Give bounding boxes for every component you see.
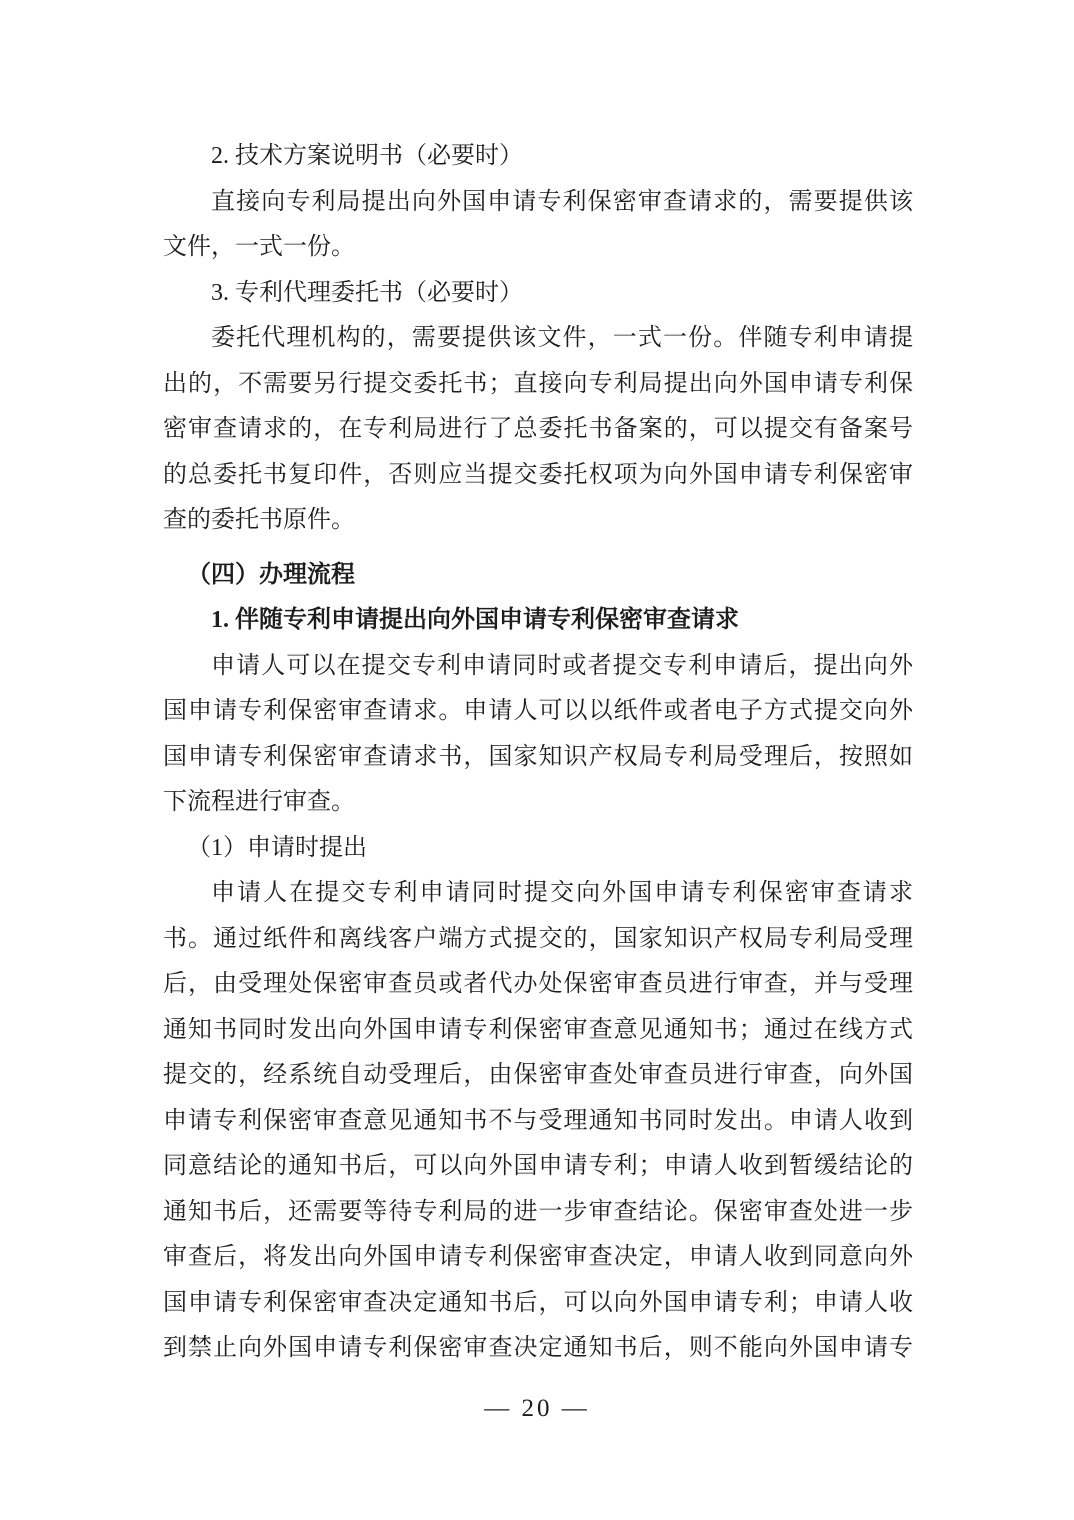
document-line: 书。通过纸件和离线客户端方式提交的，国家知识产权局专利局受理 bbox=[163, 925, 913, 952]
document-text-block bbox=[163, 134, 913, 1372]
document-line: 到禁止向外国申请专利保密审查决定通知书后，则不能向外国申请专 bbox=[163, 1335, 913, 1361]
document-line: 通知书后，还需要等待专利局的进一步审查结论。保密审查处进一步 bbox=[163, 1198, 913, 1225]
document-line: 3. 专利代理委托书（必要时） bbox=[211, 279, 523, 306]
document-line: 同意结论的通知书后，可以向外国申请专利；申请人收到暂缓结论的 bbox=[163, 1153, 913, 1179]
document-line: 国申请专利保密审查决定通知书后，可以向外国申请专利；申请人收 bbox=[163, 1289, 913, 1316]
document-line: 申请人在提交专利申请同时提交向外国申请专利保密审查请求 bbox=[211, 880, 913, 906]
document-line: 国申请专利保密审查请求书，国家知识产权局专利局受理后，按照如 bbox=[163, 743, 913, 770]
document-line: 文件，一式一份。 bbox=[163, 234, 355, 260]
document-line: 委托代理机构的，需要提供该文件，一式一份。伴随专利申请提 bbox=[211, 325, 913, 351]
document-line: 下流程进行审查。 bbox=[163, 789, 355, 815]
step-heading: （1）申请时提出 bbox=[187, 834, 367, 861]
document-line: 出的，不需要另行提交委托书；直接向专利局提出向外国申请专利保 bbox=[163, 370, 913, 397]
document-line: 直接向专利局提出向外国申请专利保密审查请求的，需要提供该 bbox=[211, 188, 913, 215]
section-heading: （四）办理流程 bbox=[187, 561, 355, 588]
document-line: 后，由受理处保密审查员或者代办处保密审查员进行审查，并与受理 bbox=[163, 971, 913, 997]
document-line: 审查后，将发出向外国申请专利保密审查决定，申请人收到同意向外 bbox=[163, 1244, 913, 1270]
document-line: 密审查请求的，在专利局进行了总委托书备案的，可以提交有备案号 bbox=[163, 416, 913, 442]
document-line: 通知书同时发出向外国申请专利保密审查意见通知书；通过在线方式 bbox=[163, 1016, 913, 1043]
document-line: 查的委托书原件。 bbox=[163, 507, 355, 533]
document-line: 的总委托书复印件，否则应当提交委托权项为向外国申请专利保密审 bbox=[163, 461, 913, 488]
document-line: 2. 技术方案说明书（必要时） bbox=[211, 143, 523, 169]
document-line: 申请人可以在提交专利申请同时或者提交专利申请后，提出向外 bbox=[211, 652, 913, 679]
document-line: 提交的，经系统自动受理后，由保密审查处审查员进行审查，向外国 bbox=[163, 1062, 913, 1088]
document-line: 申请专利保密审查意见通知书不与受理通知书同时发出。申请人收到 bbox=[163, 1107, 913, 1134]
sub-section-heading: 1. 伴随专利申请提出向外国申请专利保密审查请求 bbox=[211, 607, 739, 633]
page-number: — 20 — bbox=[484, 1395, 590, 1422]
document-line: 国申请专利保密审查请求。申请人可以以纸件或者电子方式提交向外 bbox=[163, 698, 913, 724]
